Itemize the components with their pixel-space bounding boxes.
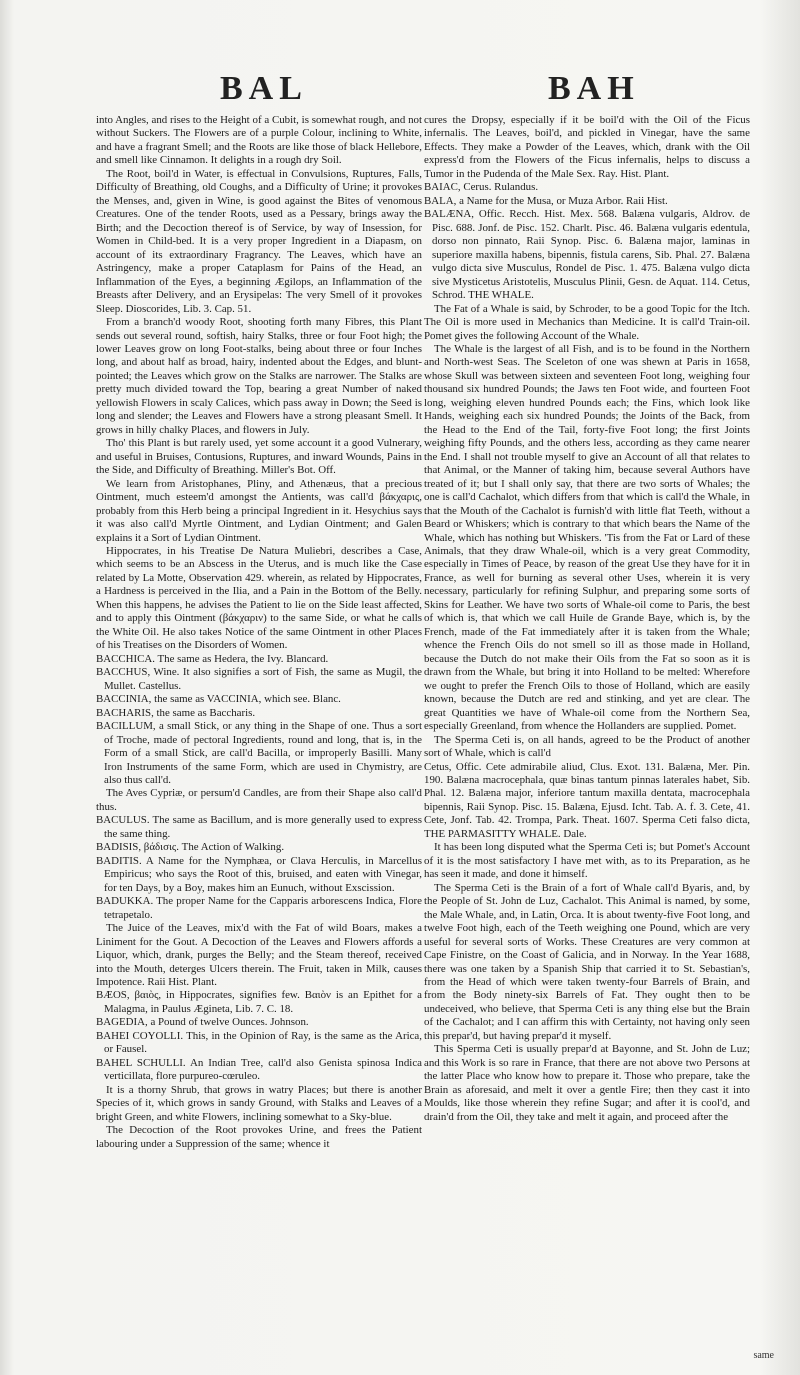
dictionary-entry: BACILLUM, a small Stick, or any thing in the Shape of one. Thus a sort of Troche, made of pectoral Ingredients, round and long, that is, in the Form of a small Stick, are call'd Bacilla, or improperly Basilli. Many Iron Instruments of the same Form, which are used in Chymistry, are also thus call'd.	[96, 720, 422, 786]
dictionary-entry: BAHEL SCHULLI. An Indian Tree, call'd also Genista spinosa Indica verticillata, flore purpureo-cœruleo.	[96, 1056, 422, 1083]
right-text-column	[424, 114, 750, 1344]
paragraph: It is a thorny Shrub, that grows in watry Places; but there is another Species of it, which grows in sandy Ground, with Stalks and Leaves of a bright Green, and white Flowers, inclining somewhat to a Sky-blue.	[96, 1083, 422, 1123]
paragraph: Tho' this Plant is but rarely used, yet some account it a good Vulnerary, and useful in Bruises, Contusions, Ruptures, and inward Wounds, Pains in the Side, and Difficulty of Breathing. Miller's Bot. Off.	[96, 437, 422, 477]
dictionary-entry: BALA, a Name for the Musa, or Muza Arbor. Raii Hist.	[424, 194, 668, 207]
dictionary-entry: BADISIS, βάδισις. The Action of Walking.	[96, 841, 285, 854]
paragraph: The Sperma Ceti is, on all hands, agreed to be the Product of another sort of Whale, which is call'd	[424, 733, 750, 760]
dictionary-entry: BACHARIS, the same as Baccharis.	[96, 706, 256, 719]
paragraph: It has been long disputed what the Sperma Ceti is; but Pomet's Account of it is the most satisfactory I have met with, as to its Preparation, as he has seen it made, and done it himself.	[424, 841, 750, 881]
paragraph: We learn from Aristophanes, Pliny, and Athenæus, that a precious Ointment, much esteem'd amongst the Antients, was call'd βάκχαρις, probably from this Herb being a principal Ingredient in it. Hesychius says it was also call'd Myrtle Ointment, and Lydian Ointment; and Galen explains it a Sort of Lydian Ointment.	[96, 477, 422, 544]
running-header-right: BAH	[548, 70, 640, 107]
dictionary-entry: BÆOS, βαιὸς, in Hippocrates, signifies few. Βαιὸν is an Epithet for a Malagma, in Paulus Ægineta, Lib. 7. C. 18.	[96, 989, 422, 1015]
dictionary-entry: BAIAC, Cerus. Rulandus.	[424, 181, 539, 194]
paragraph: This Sperma Ceti is usually prepar'd at Bayonne, and St. John de Luz; and this Work is so rare in France, that there are not above two Persons at the latter Place who know how to prepare it. Those who prepare, take the Brain as aforesaid, and melt it over a gentle Fire; then they cast it into Moulds, like those wherein they refine Sugar; and after it is cool'd, and drain'd from the Oil, they take and melt it again, and proceed after the	[424, 1043, 750, 1123]
dictionary-entry: BACCHUS, Wine. It also signifies a sort of Fish, the same as Mugil, the Mullet. Castellus.	[96, 666, 422, 692]
running-header-left: BAL	[220, 70, 308, 107]
paragraph: Cetus, Offic. Cete admirabile aliud, Clus. Exot. 131. Balæna, Mer. Pin. 190. Balæna macrocephala, quæ binas tantum pinnas laterales habet, Sib. Phal. 12. Balæna major, inferiore tantum maxilla dentata, macrocephala bipennis, Raii Synop. Pisc. 15. Balæna, Ejusd. Icht. Tab. A. f. 3. Cete, 41. Cete, Jonf. Tab. 42. Trompa, Park. Theat. 1607. Sperma Ceti falso dicta, THE PARMASITTY WHALE. Dale.	[424, 760, 750, 840]
catchword: same	[753, 1350, 774, 1361]
paragraph: The Decoction of the Root provokes Urine, and frees the Patient labouring under a Suppression of the same; whence it	[96, 1124, 422, 1150]
paragraph: Hippocrates, in his Treatise De Natura Muliebri, describes a Case, which seems to be an Abscess in the Uterus, and is much like the Case related by La Motte, Observation 429. wherein, as related by Hippocrates, a Hardness is perceived in the Ilia, and a Pain in the Bottom of the Belly. When this happens, he advises the Patient to lie on the Side least affected, and to apply this Ointment (βάκχαριν) to the same Side, or what he calls the White Oil. He also takes Notice of the same Ointment in other Places of his Treatises on the Disorders of Women.	[96, 545, 422, 652]
paragraph: The Juice of the Leaves, mix'd with the Fat of wild Boars, makes a Liniment for the Gout. A Decoction of the Leaves and Flowers affords a Liquor, which, drank, purges the Belly; and the Steam thereof, received into the Mouth, deterges Ulcers therein. The Fruit, taken in Milk, causes Impotence. Raii Hist. Plant.	[96, 922, 422, 988]
dictionary-entry: BALÆNA, Offic. Recch. Hist. Mex. 568. Balæna vulgaris, Aldrov. de Pisc. 688. Jonf. de Pisc. 152. Charlt. Pisc. 46. Balæna vulgaris edentula, dorso non pinnato, Raii Synop. Pisc. 6. Balæna major, laminas in superiore maxilla habens, bipennis, fistula carens, Sib. Phal. 27. Balæna vulgo dicta sive Musculus, Rondel de Pisc. 1. 475. Balæna vulgo dicta sive Mysticetus Aristotelis, Musculus Plinii, Gesn. de Aquat. 114. Cetus, Schrod. THE WHALE.	[424, 208, 750, 302]
paragraph: The Root, boil'd in Water, is effectual in Convulsions, Ruptures, Falls, Difficulty of Breathing, old Coughs, and a Difficulty of Urine; it provokes the Menses, and, given in Wine, is good against the Bites of venomous Creatures. One of the tender Roots, used as a Pessary, brings away the Birth; and the Decoction thereof is of Service, by way of Insession, for Women in Child-bed. It is a very proper Ingredient in a Diapasm, on account of its extraordinary Fragrancy. The Leaves, which have an Astringency, make a proper Cataplasm for Pains of the Head, an Inflammation of the Eyes, a beginning Ægilops, an Inflammation of the Breasts after Delivery, and an Erysipelas: The very Smell of it provokes Sleep. Dioscorides, Lib. 3. Cap. 51.	[96, 167, 422, 315]
dictionary-entry: BADITIS. A Name for the Nymphæa, or Clava Herculis, in Marcellus Empiricus; who says the Root of this, bruised, and eaten with Vinegar, for ten Days, by a Boy, makes him an Eunuch, without Exscission.	[96, 854, 422, 894]
dictionary-entry: BACCHICA. The same as Hedera, the Ivy. Blancard.	[96, 652, 329, 665]
dictionary-entry: BAGEDIA, a Pound of twelve Ounces. Johnson.	[96, 1016, 309, 1029]
paragraph: From a branch'd woody Root, shooting forth many Fibres, this Plant sends out several round, softish, hairy Stalks, three or four Foot high; the lower Leaves grow on long Foot-stalks, being about three or four Inches long, and about half as broad, hairy, indented about the Edges, and blunt-pointed; the Leaves which grow on the Stalks are narrower. The Stalks are pretty much divided toward the Top, bearing a great Number of naked yellowish Flowers in scaly Calices, which pass away in Down; the Seed is long and slender; the Leaves and Flowers have a strong pleasant Smell. It grows in hilly chalky Places, and flowers in July.	[96, 316, 422, 436]
dictionary-entry: BACCINIA, the same as VACCINIA, which see. Blanc.	[96, 693, 341, 706]
dictionary-entry: BACULUS. The same as Bacillum, and is more generally used to express the same thing.	[96, 814, 422, 840]
paragraph: The Sperma Ceti is the Brain of a fort of Whale call'd Byaris, and, by the People of St. John de Luz, Cachalot. This Animal is named, by some, the Male Whale, and, in Latin, Orca. It is about twenty-five Foot long, and twelve Foot high, each of the Teeth weighing one Pound, which are very useful for several sorts of Works. These Creatures are very common at Cape Finistre, on the Coast of Galicia, and in Norway. In the Year 1688, there was one taken by a Spanish Ship that carried it to St. Sebastian's, from the Head of which were taken twenty-four Barrels of Brain, and from the Body ninety-six Barrels of Fat. They ought then to be undeceived, who believe, that Sperma Ceti is any thing else but the Brain of the Cachalot; and I can affirm this with Certainty, not having only seen this prepar'd, but having prepar'd it myself.	[424, 881, 750, 1042]
dictionary-entry: BADUKKA. The proper Name for the Capparis arborescens Indica, Flore tetrapetalo.	[96, 895, 422, 921]
paragraph: cures the Dropsy, especially if it be boil'd with the Oil of the Ficus infernalis. The Leaves, boil'd, and pickled in Vinegar, have the same Effects. They make a Powder of the Leaves, which, drank with the Oil express'd from the Flowers of the Ficus infernalis, helps to discuss a Tumor in the Pudenda of the Male Sex. Ray. Hist. Plant.	[424, 114, 750, 180]
paragraph: into Angles, and rises to the Height of a Cubit, is somewhat rough, and not without Suckers. The Flowers are of a purple Colour, inclining to White, and have a fragrant Smell; and the Roots are like those of black Hellebore, and smell like Cinnamon. It delights in a rough dry Soil.	[96, 114, 422, 167]
paragraph: The Whale is the largest of all Fish, and is to be found in the Northern and North-west Seas. The Sceleton of one was shewn at Paris in 1658, whose Skull was between sixteen and seventeen Foot long, weighing four thousand six hundred Pounds; the Jaws ten Foot wide, and fourteen Foot long, weighing eleven hundred Pounds each; the Fins, which look like Hands, weighing each six hundred Pounds; the Joints of the Back, from the Head to the End of the Tail, forty-five Foot long; the first Joints weighing fifty Pounds, and the others less, according as they came nearer the End. I shall not trouble myself to give an Account of all that relates to that Animal, or the Manner of taking him, because several Authors have treated of it; but I shall only say, that there are two sorts of Whales; the one is call'd Cachalot, which differs from that which is call'd the Whale, in that the Mouth of the Cachalot is furnish'd with little flat Teeth, without a Beard or Whiskers; which is contrary to that which bears the Name of the Whale, which has nothing but Whiskers. 'Tis from the Fat or Lard of these Animals, that they draw Whale-oil, which is a very great Commodity, especially in Times of Peace, by reason of the great Use they have for it in France, as well for burning as several other Uses, wherein it is very necessary, particularly for refining Sulphur, and preparing some sorts of Skins for Leather. We have two sorts of Whale-oil come to Paris, the best of which is, that which we call Huile de Grande Baye, which is, by the French, made of the Fat immediately after it is taken from the Whale; whence the French Oils do not smell so ill as those made in Holland, because the Dutch do not make their Oils from the Fat so soon as it is drawn from the Whale, but bring it into Holland to be melted: Wherefore we ought to prefer the French Oils to those of Holland, which are easily known, because the Dutch are red and stinking, and yet are clear. The great Quantities we have of Whale-oil come from the Northern Sea, especially Greenland, from whence the Hollanders are supplied. Pomet.	[424, 342, 750, 733]
paragraph: The Fat of a Whale is said, by Schroder, to be a good Topic for the Itch. The Oil is more used in Mechanics than Medicine. It is call'd Train-oil. Pomet gives the following Account of the Whale.	[424, 302, 750, 342]
left-text-column	[96, 114, 422, 1344]
paragraph: The Aves Cypriæ, or persum'd Candles, are from their Shape also call'd thus.	[96, 787, 422, 813]
dictionary-entry: BAHEI COYOLLI. This, in the Opinion of Ray, is the same as the Arica, or Fausel.	[96, 1029, 422, 1056]
